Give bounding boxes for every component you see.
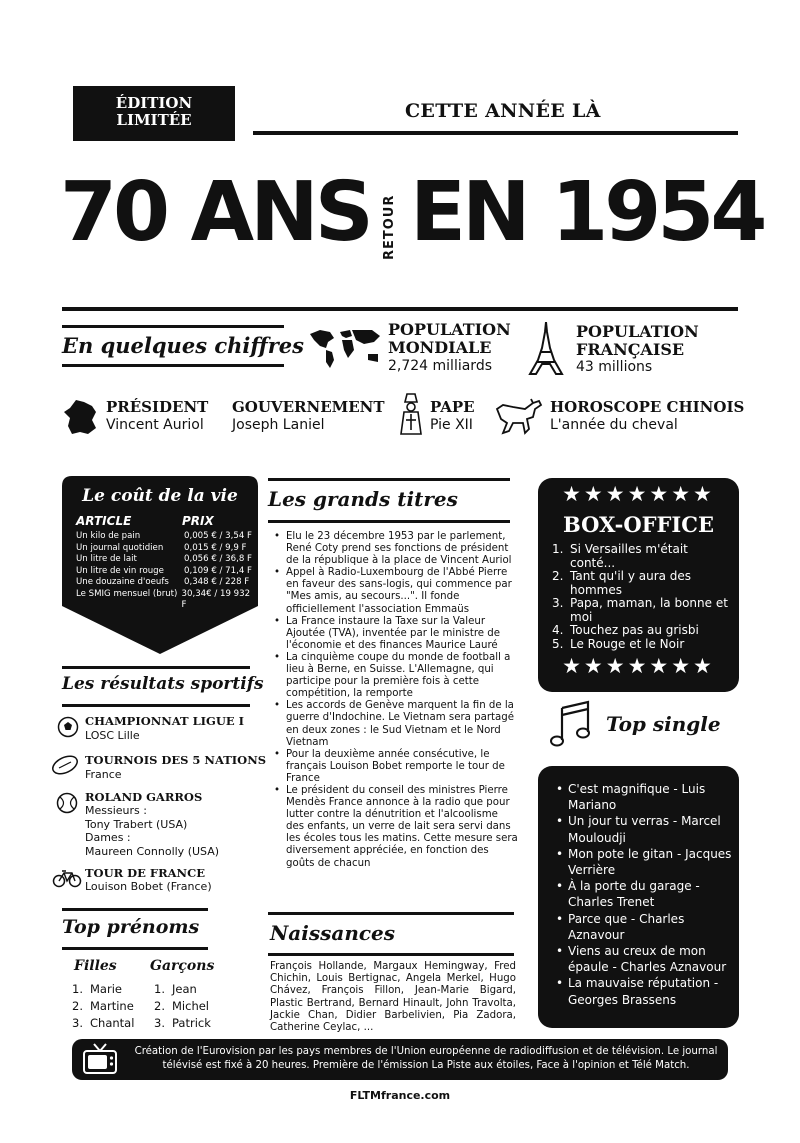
main-title-left: 70 ANS	[60, 165, 370, 260]
list-number: 1.	[552, 542, 564, 556]
list-text: Jean	[172, 982, 197, 996]
girl-name-item	[72, 981, 134, 998]
sports-heading-rule-top	[62, 666, 250, 669]
horse-icon	[493, 397, 543, 437]
tdf-value: Louison Bobet (France)	[85, 880, 212, 893]
cost-row	[76, 589, 256, 612]
pop-world-label	[388, 321, 511, 357]
list-text: Marie	[90, 982, 122, 996]
cost-item: Un journal quotidien	[76, 542, 164, 553]
france-map-icon	[62, 398, 100, 436]
pop-fr-label-2: FRANÇAISE	[576, 340, 685, 359]
bicycle-icon	[52, 868, 82, 888]
pop-fr-label	[576, 323, 699, 359]
tv-banner-text: Création de l'Eurovision par les pays membres de l'Union européenne de radiodiffusion et de télévision. Le journal télévisé est fixé à 20 heures. Première de l'émission La Piste aux étoiles, Face à l'opinion et Télé Match.	[134, 1046, 718, 1071]
title-bottom-rule	[62, 307, 738, 311]
list-number: 4.	[552, 623, 564, 637]
tv-icon	[82, 1042, 118, 1076]
names-heading: Top prénoms	[62, 916, 200, 938]
cost-item: Un litre de vin rouge	[76, 565, 164, 576]
girls-list	[72, 981, 134, 1032]
tournoi-label: TOURNOIS DES 5 NATIONS	[85, 753, 267, 767]
births-heading: Naissances	[270, 921, 396, 945]
site-footer: FLTMfrance.com	[349, 1089, 451, 1102]
boxoffice-item	[552, 638, 730, 652]
list-text: Patrick	[172, 1016, 211, 1030]
headlines-heading-rule-top	[268, 478, 510, 481]
girl-name-item	[72, 1015, 134, 1032]
single-item: • Mon pote le gitan - Jacques Verrière	[554, 846, 732, 878]
list-number: 5.	[552, 636, 564, 651]
main-title-vertical: RETOUR	[382, 194, 397, 260]
boxoffice-stars-top: ★★★★★★★	[562, 482, 715, 506]
singles-list	[554, 781, 732, 1008]
list-text: Si Versailles m'était conté...	[570, 542, 688, 570]
soccer-ball-icon	[57, 716, 79, 738]
boxoffice-heading: BOX-OFFICE	[563, 512, 714, 537]
horoscope-value: L'année du cheval	[550, 417, 678, 433]
list-text: Papa, maman, la bonne et moi	[570, 596, 728, 624]
boxoffice-item	[552, 543, 730, 570]
cost-row	[76, 577, 256, 589]
single-item: • C'est magnifique - Luis Mariano	[554, 781, 732, 813]
pope-value: Pie XII	[430, 417, 473, 433]
cost-price: 30,34€ / 19 932 F	[181, 588, 251, 610]
headline-item: • Les accords de Genève marquent la fin de la guerre d'Indochine. Le Vietnam sera partagé en deux zones : le Sud Vietnam et le Nord Vietnam	[272, 700, 518, 748]
boxoffice-list	[552, 543, 730, 651]
cost-row	[76, 566, 256, 578]
pop-fr-label-1: POPULATION	[576, 322, 699, 341]
boxoffice-stars-bottom: ★★★★★★★	[562, 654, 715, 678]
roland-garros-details	[85, 804, 219, 858]
headline-item: • La France instaure la Taxe sur la Valeur Ajoutée (TVA), inventée par le ministre de l'économie et des finances Maurice Lauré	[272, 616, 518, 652]
list-text: Le Rouge et le Noir	[570, 636, 685, 651]
limited-edition-badge	[73, 86, 235, 141]
main-title-right: EN 1954	[410, 165, 764, 260]
single-item: • À la porte du garage - Charles Trenet	[554, 878, 732, 910]
cost-item: Un litre de lait	[76, 554, 137, 564]
list-number: 1.	[154, 982, 165, 996]
births-heading-rule-top	[268, 912, 514, 915]
cost-price: 0,109 € / 71,4 F	[184, 565, 252, 576]
cost-item: Un kilo de pain	[76, 531, 141, 541]
headlines-list	[272, 531, 518, 870]
single-item: • La mauvaise réputation - Georges Brassens	[554, 975, 732, 1007]
boys-list	[154, 981, 211, 1032]
headline-item: • Elu le 23 décembre 1953 par le parlement, René Coty prend ses fonctions de président de la république à la place de Vincent Auriol	[272, 531, 518, 567]
sports-heading: Les résultats sportifs	[62, 674, 264, 694]
government-label: GOUVERNEMENT	[232, 398, 385, 416]
figures-heading-rule-top	[62, 325, 284, 328]
badge-line-2: LIMITÉE	[116, 111, 192, 129]
cost-price: 0,348 € / 228 F	[184, 577, 250, 587]
list-text: Martine	[90, 999, 134, 1013]
figures-heading-rule-bottom	[62, 364, 284, 367]
list-number: 1.	[72, 982, 83, 996]
boxoffice-item	[552, 624, 730, 638]
single-item: • Un jour tu verras - Marcel Mouloudji	[554, 813, 732, 845]
rg-line-4: Maureen Connolly (USA)	[85, 844, 220, 858]
rg-line-3: Dames :	[85, 831, 131, 844]
rg-line-1: Messieurs :	[85, 804, 147, 817]
rg-line-2: Tony Trabert (USA)	[85, 817, 188, 831]
cost-rows	[76, 531, 256, 612]
list-number: 3.	[72, 1016, 83, 1030]
cost-heading: Le coût de la vie	[82, 486, 238, 506]
headline-item: • La cinquième coupe du monde de football a lieu à Berne, en Suisse. L'Allemagne, qui participe pour la première fois à cette compétition, la remporte	[272, 652, 518, 700]
badge-line-1: ÉDITION	[115, 94, 193, 112]
pope-icon	[398, 392, 424, 436]
names-heading-rule-top	[62, 908, 208, 911]
world-map-icon	[306, 326, 384, 370]
cost-col-article: ARTICLE	[76, 514, 132, 528]
tennis-ball-icon	[56, 792, 78, 814]
tdf-label: TOUR DE FRANCE	[85, 866, 205, 880]
headline-item: • Appel à Radio-Luxembourg de l'Abbé Pierre en faveur des sans-logis, qui commence par "Mes amis, au secours...". Il fonde officiellement l'association Emmaüs	[272, 567, 518, 615]
births-text: François Hollande, Margaux Hemingway, Fred Chichin, Louis Bertignac, Angela Merkel, Hugo Chávez, François Fillon, Jean-Marie Bigard, Plastic Bertrand, Bernard Hinault, John Travolta, Jackie Chan, Didier Barbelivien, Pia Zadora, Catherine Ceylac, ...	[270, 961, 516, 1034]
championnat-label: CHAMPIONNAT LIGUE I	[85, 714, 245, 728]
girl-name-item	[72, 998, 134, 1015]
government-value: Joseph Laniel	[232, 417, 325, 433]
cost-row	[76, 543, 256, 555]
cost-item: Le SMIG mensuel (brut)	[76, 588, 178, 599]
cost-col-price: PRIX	[182, 514, 214, 528]
pope-label: PAPE	[430, 398, 475, 416]
cost-price: 0,005 € / 3,54 F	[184, 531, 252, 541]
names-heading-rule-bottom	[62, 947, 208, 950]
pop-world-label-1: POPULATION	[388, 320, 511, 339]
list-number: 2.	[154, 999, 165, 1013]
births-heading-rule-bottom	[268, 953, 514, 956]
boy-name-item	[154, 981, 211, 998]
headlines-heading-rule-bottom	[268, 520, 510, 523]
cost-row	[76, 531, 256, 543]
president-value: Vincent Auriol	[106, 417, 204, 433]
list-number: 2.	[72, 999, 83, 1013]
championnat-value: LOSC Lille	[85, 729, 140, 742]
boxoffice-item	[552, 597, 730, 624]
president-label: PRÉSIDENT	[106, 398, 209, 416]
rugby-ball-icon	[50, 753, 80, 777]
header-subtitle: CETTE ANNÉE LÀ	[405, 100, 601, 122]
cost-table	[76, 514, 256, 612]
list-text: Chantal	[90, 1016, 135, 1030]
header-subtitle-rule	[253, 131, 738, 135]
cost-item: Une douzaine d'oeufs	[76, 577, 169, 587]
eiffel-tower-icon	[528, 322, 564, 376]
boys-heading: Garçons	[150, 958, 215, 974]
list-number: 3.	[154, 1016, 165, 1030]
singles-heading: Top single	[606, 712, 721, 736]
headlines-heading: Les grands titres	[268, 487, 458, 511]
boy-name-item	[154, 1015, 211, 1032]
list-number: 3.	[552, 596, 564, 610]
list-text: Tant qu'il y aura des hommes	[570, 569, 692, 597]
headline-item: • Pour la deuxième année consécutive, le français Louison Bobet remporte le tour de France	[272, 749, 518, 785]
single-item: • Viens au creux de mon épaule - Charles Aznavour	[554, 943, 732, 975]
boxoffice-item	[552, 570, 730, 597]
tournoi-value: France	[85, 768, 122, 781]
sports-heading-rule-bottom	[62, 704, 250, 707]
cost-price: 0,015 € / 9,9 F	[184, 542, 247, 553]
headline-item: • Le président du conseil des ministres Pierre Mendès France annonce à la radio que pour lutter contre la dénutrition et l'alcoolisme des enfants, un verre de lait sera servi dans les écoles tous les matins. Cette mesure sera diversement appréciée, en fonction des goûts de chacun	[272, 785, 518, 870]
pop-fr-value: 43 millions	[576, 359, 653, 375]
music-notes-icon	[548, 700, 600, 750]
cost-row	[76, 554, 256, 566]
pop-world-label-2: MONDIALE	[388, 338, 492, 357]
list-text: Michel	[172, 999, 209, 1013]
boy-name-item	[154, 998, 211, 1015]
cost-price: 0,056 € / 36,8 F	[184, 554, 252, 564]
horoscope-label: HOROSCOPE CHINOIS	[550, 398, 745, 416]
list-text: Touchez pas au grisbi	[570, 623, 699, 637]
girls-heading: Filles	[74, 958, 117, 974]
single-item: • Parce que - Charles Aznavour	[554, 911, 732, 943]
roland-garros-label: ROLAND GARROS	[85, 790, 203, 804]
list-number: 2.	[552, 569, 564, 583]
figures-heading: En quelques chiffres	[62, 333, 304, 358]
pop-world-value: 2,724 milliards	[388, 358, 492, 374]
